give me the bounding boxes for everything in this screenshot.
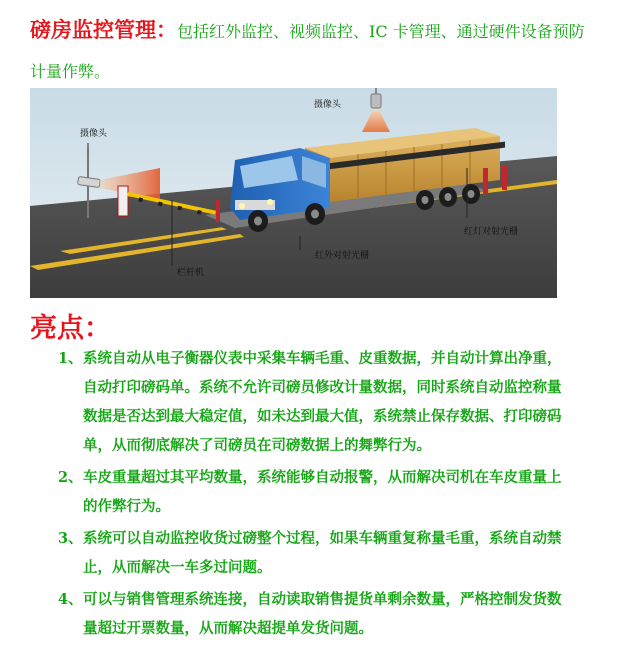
highlight-number: 3、 <box>58 530 83 547</box>
highlight-item <box>58 344 568 460</box>
highlight-item <box>58 524 568 582</box>
highlight-item <box>58 585 568 643</box>
highlight-text: 系统可以自动监控收货过磅整个过程，如果车辆重复称量毛重，系统自动禁止，从而解决一车多过问题。 <box>83 530 562 576</box>
weighbridge-svg <box>30 88 557 298</box>
label-red-light-grating: 红灯对射光栅 <box>464 226 519 236</box>
label-infrared-grating: 红外对射光栅 <box>315 250 370 260</box>
highlight-number: 4、 <box>58 591 83 608</box>
intro-paragraph <box>30 10 590 92</box>
highlight-item <box>58 463 568 521</box>
highlight-text: 可以与销售管理系统连接，自动读取销售提货单剩余数量，严格控制发货数量超过开票数量，从而解决超提单发货问题。 <box>83 591 562 637</box>
intro-text: 包括红外监控、视频监控、IC 卡管理、通过硬件设备预防计量作弊。 <box>30 22 585 81</box>
highlight-number: 1、 <box>58 350 83 367</box>
weighbridge-illustration <box>30 88 557 298</box>
label-barrier: 栏杆机 <box>177 267 205 277</box>
highlights-title: 亮点： <box>30 313 111 344</box>
label-camera-left: 摄像头 <box>80 128 108 138</box>
highlights-list <box>58 344 568 646</box>
highlight-text: 系统自动从电子衡器仪表中采集车辆毛重、皮重数据，并自动计算出净重，自动打印磅码单。系统不允许司磅员修改计量数据，同时系统自动监控称量数据是否达到最大稳定值，如未达到最大值，系统禁止保存数据、打印磅码单，从而彻底解决了司磅员在司磅数据上的舞弊行为。 <box>83 350 562 454</box>
highlight-number: 2、 <box>58 469 83 486</box>
label-camera-top: 摄像头 <box>314 99 342 109</box>
intro-heading: 磅房监控管理： <box>30 17 177 42</box>
highlight-text: 车皮重量超过其平均数量，系统能够自动报警，从而解决司机在车皮重量上的作弊行为。 <box>83 469 562 515</box>
